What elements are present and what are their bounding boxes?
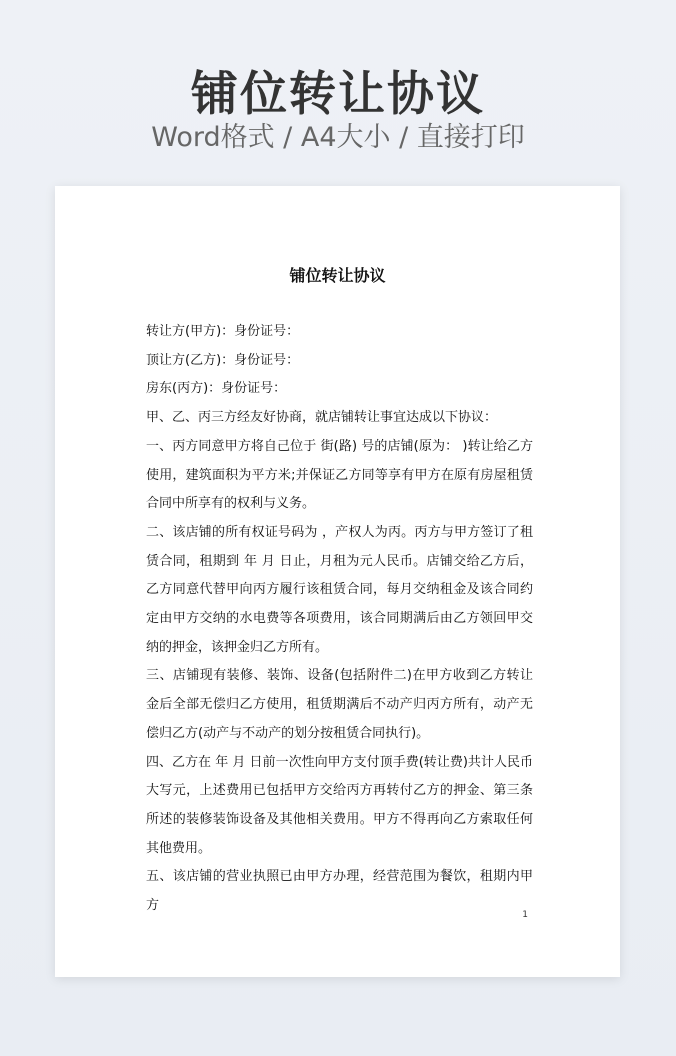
document-body: [146, 318, 533, 921]
paragraph-transferor: 转让方(甲方)：身份证号：: [146, 324, 300, 339]
clause-5: 五、该店铺的营业执照已由甲方办理，经营范围为餐饮，租期内甲方: [146, 869, 533, 914]
page-title: 铺位转让协议: [191, 67, 485, 122]
paragraph-landlord: 房东(丙方)：身份证号：: [146, 381, 287, 397]
paragraph-transferee: 顶让方(乙方)：身份证号：: [146, 352, 300, 368]
clause-3: 三、店铺现有装修、装饰、设备(包括附件二)在甲方收到乙方转让金后全部无偿归乙方使用，租赁期满后不动产归丙方所有，动产无偿归乙方(动产与不动产的划分按租赁合同执行)。: [146, 668, 533, 741]
page-subtitle: Word格式 / A4大小 / 直接打印: [151, 122, 525, 153]
clause-4: 四、乙方在 年 月 日前一次性向甲方支付顶手费(转让费)共计人民币大写元，上述费用已包括甲方交给丙方再转付乙方的押金、第三条所述的装修装饰设备及其他相关费用。甲方不得再向乙方索取任何其他费用。: [146, 754, 533, 856]
paragraph-preamble: 甲、乙、丙三方经友好协商，就店铺转让事宜达成以下协议：: [146, 410, 498, 426]
document-page: [55, 186, 620, 977]
page-number: 1: [522, 910, 528, 920]
clause-2: 二、该店铺的所有权证号码为 ，产权人为丙。丙方与甲方签订了租赁合同，租期到 年 月 日止，月租为元人民币。店铺交给乙方后，乙方同意代替甲向丙方履行该租赁合同，每月交纳租金及该合同约定由甲方交纳的水电费等各项费用，该合同期满后由乙方领回甲交纳的押金，该押金归乙方所有。: [146, 524, 533, 655]
document-title: 铺位转让协议: [289, 266, 386, 285]
clause-1: 一、丙方同意甲方将自己位于 街(路) 号的店铺(原为： )转让给乙方使用，建筑面积为平方米;并保证乙方同等享有甲方在原有房屋租赁合同中所享有的权利与义务。: [146, 438, 533, 512]
